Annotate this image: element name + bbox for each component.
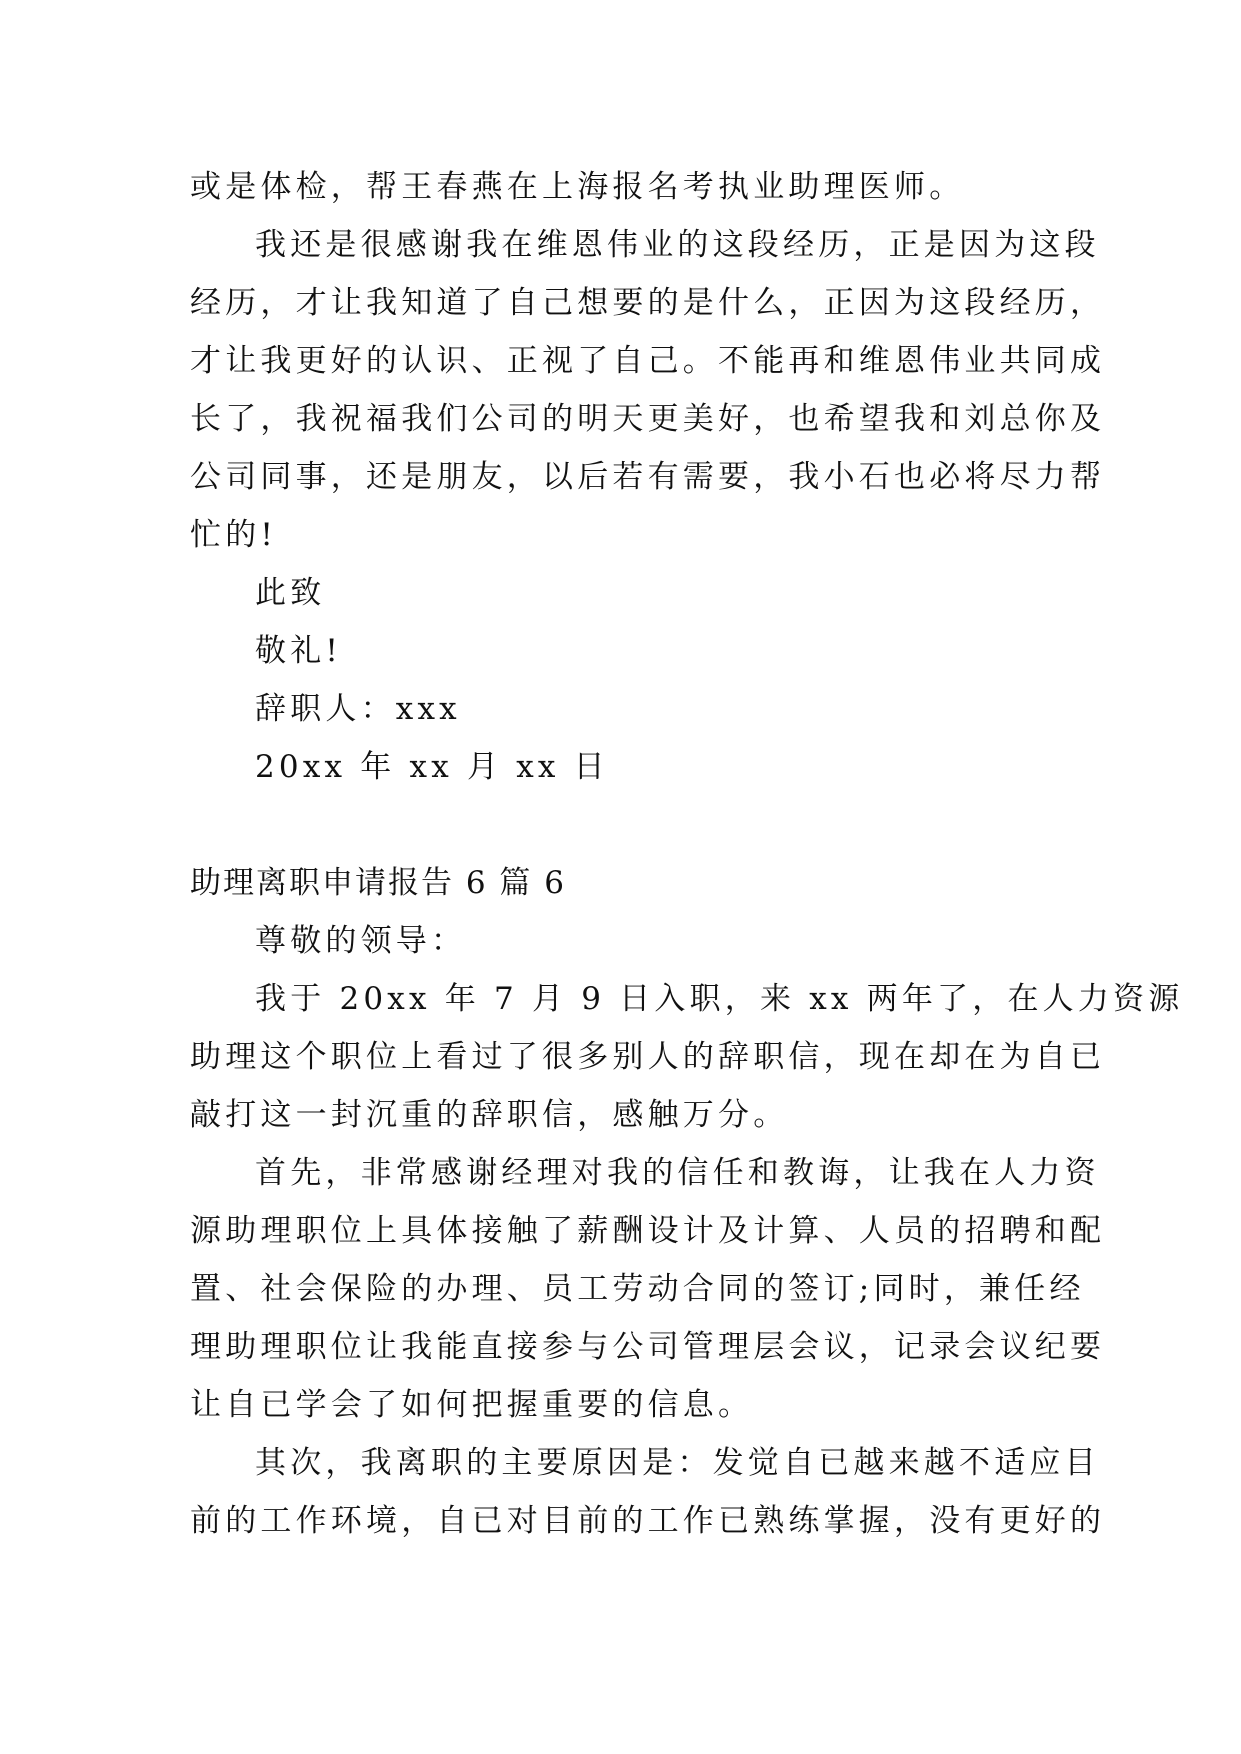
closing-regards: 敬礼! — [255, 633, 343, 669]
paragraph-line: 长了，我祝福我们公司的明天更美好，也希望我和刘总你及 — [190, 401, 1106, 437]
section-title: 助理离职申请报告 6 篇 6 — [190, 865, 567, 901]
paragraph-line: 我于 20xx 年 7 月 9 日入职，来 xx 两年了，在人力资源 — [255, 981, 1184, 1017]
paragraph-line: 敲打这一封沉重的辞职信，感触万分。 — [190, 1097, 789, 1133]
paragraph-line: 首先，非常感谢经理对我的信任和教诲，让我在人力资 — [255, 1155, 1100, 1191]
paragraph-line: 其次，我离职的主要原因是：发觉自已越来越不适应目 — [255, 1445, 1100, 1481]
paragraph-line: 理助理职位让我能直接参与公司管理层会议，记录会议纪要 — [190, 1329, 1106, 1365]
date-line: 20xx 年 xx 月 xx 日 — [255, 749, 609, 785]
paragraph-line: 前的工作环境，自已对目前的工作已熟练掌握，没有更好的 — [190, 1503, 1106, 1539]
paragraph-line: 让自已学会了如何把握重要的信息。 — [190, 1387, 754, 1423]
paragraph-line: 助理这个职位上看过了很多别人的辞职信，现在却在为自已 — [190, 1039, 1106, 1075]
paragraph-line: 忙的! — [190, 517, 278, 553]
greeting: 尊敬的领导： — [255, 923, 467, 959]
paragraph-line: 或是体检，帮王春燕在上海报名考执业助理医师。 — [190, 169, 965, 205]
paragraph-line: 置、社会保险的办理、员工劳动合同的签订;同时，兼任经 — [190, 1271, 1085, 1307]
paragraph-line: 才让我更好的认识、正视了自己。不能再和维恩伟业共同成 — [190, 343, 1106, 379]
paragraph-line: 我还是很感谢我在维恩伟业的这段经历，正是因为这段 — [255, 227, 1100, 263]
closing-salutation: 此致 — [255, 575, 326, 611]
signer-line: 辞职人：xxx — [255, 691, 461, 727]
paragraph-line: 经历，才让我知道了自己想要的是什么，正因为这段经历， — [190, 285, 1106, 321]
paragraph-line: 公司同事，还是朋友，以后若有需要，我小石也必将尽力帮 — [190, 459, 1106, 495]
paragraph-line: 源助理职位上具体接触了薪酬设计及计算、人员的招聘和配 — [190, 1213, 1106, 1249]
